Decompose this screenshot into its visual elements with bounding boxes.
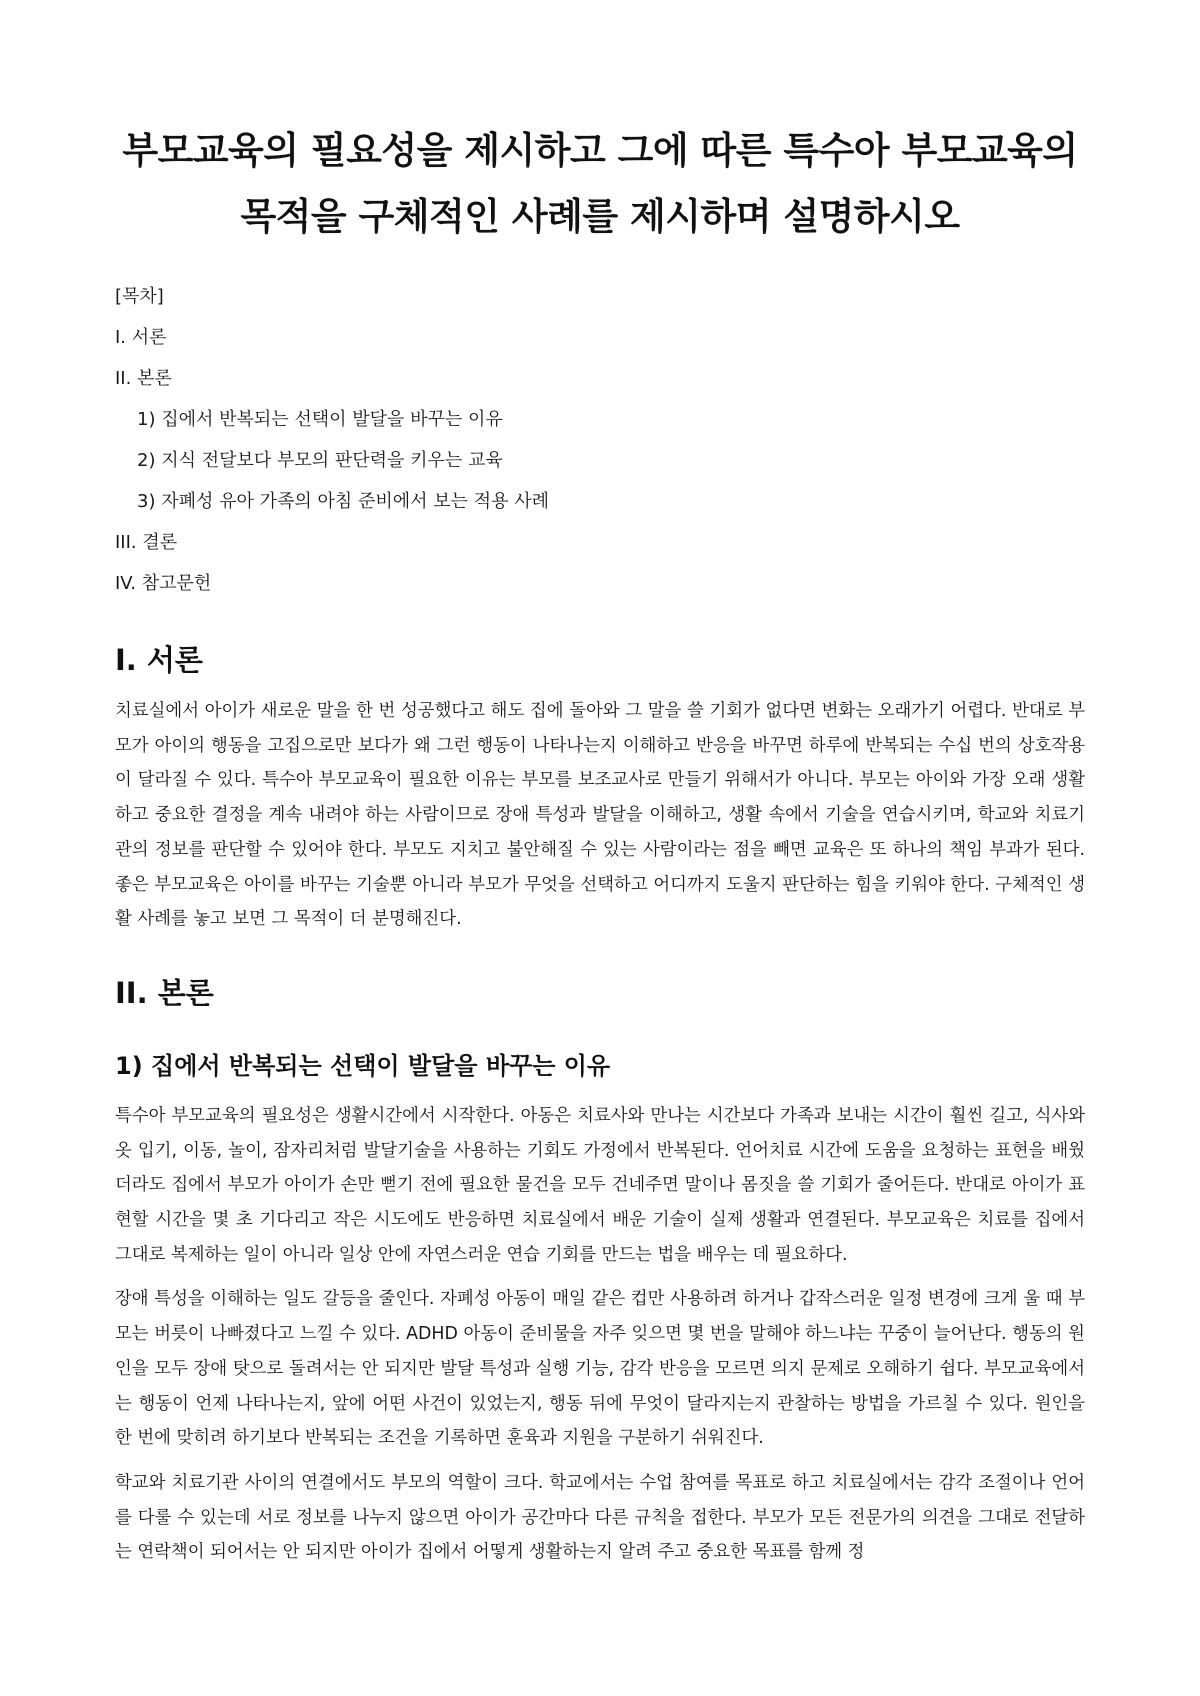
body-paragraph-3: 학교와 치료기관 사이의 연결에서도 부모의 역할이 크다. 학교에서는 수업 참여를 목표로 하고 치료실에서는 감각 조절이나 언어를 다룰 수 있는데 서로 정보를 나누지 않으면 아이가 공간마다 다른 규칙을 접한다. 부모가 모든 전문가의 의견을 그대로 전달하는 연락책이 되어서는 안 되지만 아이가 집에서 어떻게 생활하는지 알려 주고 중요한 목표를 함께 정 (115, 1472, 1085, 1563)
toc-subitem: 1) 집에서 반복되는 선택이 발달을 바꾸는 이유 (137, 409, 503, 430)
document-title: 부모교육의 필요성을 제시하고 그에 따른 특수아 부모교육의 목적을 구체적인 사례를 제시하며 설명하시오 (122, 129, 1078, 238)
intro-paragraph: 치료실에서 아이가 새로운 말을 한 번 성공했다고 해도 집에 돌아와 그 말을 쓸 기회가 없다면 변화는 오래가기 어렵다. 반대로 부모가 아이의 행동을 고집으로만 보다가 왜 그런 행동이 나타나는지 이해하고 반응을 바꾸면 하루에 반복되는 수십 번의 상호작용이 달라질 수 있다. 특수아 부모교육이 필요한 이유는 부모를 보조교사로 만들기 위해서가 아니다. 부모는 아이와 가장 오래 생활하고 중요한 결정을 계속 내려야 하는 사람이므로 장애 특성과 발달을 이해하고, 생활 속에서 기술을 연습시키며, 학교와 치료기관의 정보를 판단할 수 있어야 한다. 부모도 지치고 불안해질 수 있는 사람이라는 점을 빼면 교육은 또 하나의 책임 부과가 된다. 좋은 부모교육은 아이를 바꾸는 기술뿐 아니라 부모가 무엇을 선택하고 어디까지 도울지 판단하는 힘을 키워야 한다. 구체적인 생활 사례를 놓고 보면 그 목적이 더 분명해진다. (115, 701, 1085, 930)
toc-subitem: 2) 지식 전달보다 부모의 판단력을 키우는 교육 (137, 450, 503, 471)
body-paragraph-1: 특수아 부모교육의 필요성은 생활시간에서 시작한다. 아동은 치료사와 만나는 시간보다 가족과 보내는 시간이 훨씬 길고, 식사와 옷 입기, 이동, 놀이, 잠자리처럼 발달기술을 사용하는 기회도 가정에서 반복된다. 언어치료 시간에 도움을 요청하는 표현을 배웠더라도 집에서 부모가 아이가 손만 뻗기 전에 필요한 물건을 모두 건네주면 말이나 몸짓을 쓸 기회가 줄어든다. 반대로 아이가 표현할 시간을 몇 초 기다리고 작은 시도에도 반응하면 치료실에서 배운 기술이 실제 생활과 연결된다. 부모교육은 치료를 집에서 그대로 복제하는 일이 아니라 일상 안에 자연스러운 연습 기회를 만드는 법을 배우는 데 필요하다. (115, 1105, 1085, 1265)
intro-heading: I. 서론 (115, 643, 203, 677)
toc-heading: [목차] (115, 286, 164, 307)
toc-item: IV. 참고문헌 (115, 573, 212, 594)
body-heading: II. 본론 (115, 975, 214, 1010)
subsection-1-heading: 1) 집에서 반복되는 선택이 발달을 바꾸는 이유 (115, 1051, 611, 1080)
toc-subitem: 3) 자폐성 유아 가족의 아침 준비에서 보는 적용 사례 (137, 491, 550, 512)
body-paragraph-2: 장애 특성을 이해하는 일도 갈등을 줄인다. 자폐성 아동이 매일 같은 컵만 사용하려 하거나 갑작스러운 일정 변경에 크게 울 때 부모는 버릇이 나빠졌다고 느낄 수 있다. ADHD 아동이 준비물을 자주 잊으면 몇 번을 말해야 하느냐는 꾸중이 늘어난다. 행동의 원인을 모두 장애 탓으로 돌려서는 안 되지만 발달 특성과 실행 기능, 감각 반응을 모르면 의지 문제로 오해하기 쉽다. 부모교육에서는 행동이 언제 나타나는지, 앞에 어떤 사건이 있었는지, 행동 뒤에 무엇이 달라지는지 관찰하는 방법을 가르칠 수 있다. 원인을 한 번에 맞히려 하기보다 반복되는 조건을 기록하면 훈육과 지원을 구분하기 쉬워진다. (115, 1289, 1085, 1449)
toc-item: I. 서론 (115, 327, 167, 348)
toc-item: III. 결론 (115, 532, 178, 553)
toc-item: II. 본론 (115, 368, 172, 389)
table-of-contents (115, 276, 1085, 604)
